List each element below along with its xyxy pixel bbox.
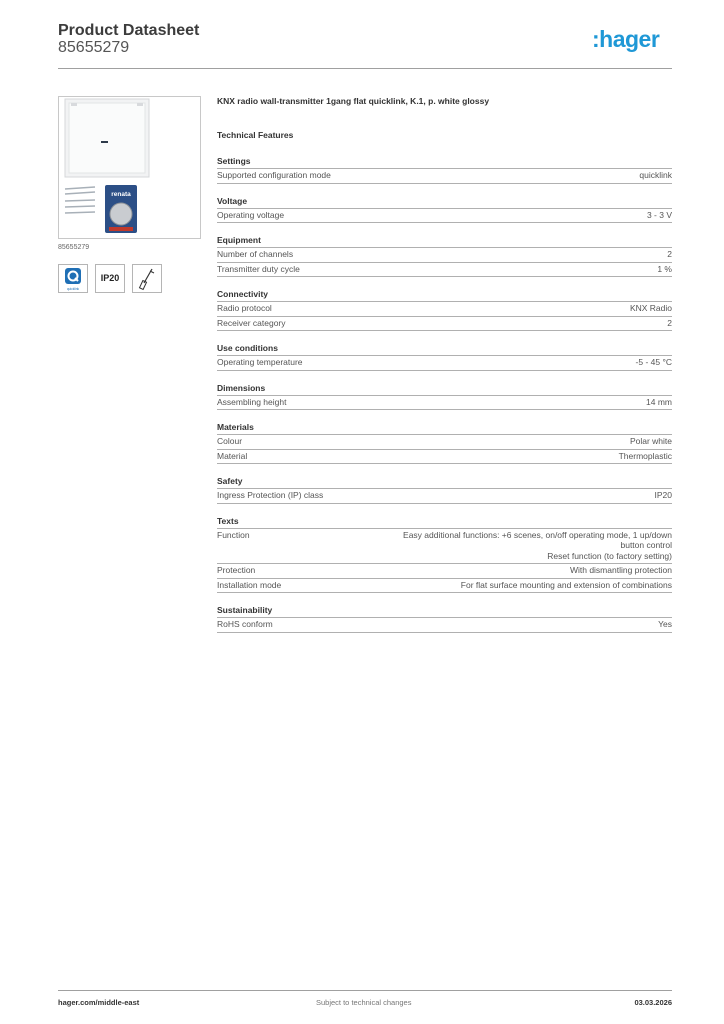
section-title: Materials	[217, 420, 672, 435]
spec-section	[217, 341, 672, 371]
spec-row	[217, 579, 672, 594]
spec-value-line: quicklink	[639, 170, 672, 180]
spec-label: Number of channels	[217, 249, 294, 259]
spec-value	[331, 170, 672, 181]
spec-row	[217, 263, 672, 278]
battery-label: renata	[111, 191, 131, 198]
spec-value	[250, 530, 672, 562]
spec-value-line: KNX Radio	[629, 303, 672, 313]
spec-row	[217, 396, 672, 411]
spec-row	[217, 302, 672, 317]
spec-value-line: IP20	[654, 490, 672, 500]
spec-value-line: With dismantling protection	[569, 565, 672, 575]
image-caption: 85655279	[58, 244, 90, 251]
spec-value	[255, 565, 672, 576]
ip20-icon	[95, 264, 125, 293]
spec-label: RoHS conform	[217, 619, 273, 629]
spec-sections	[217, 154, 672, 633]
spec-value-line: For flat surface mounting and extension of combinations	[460, 579, 672, 590]
ip20-label: IP20	[100, 273, 120, 283]
product-title: KNX radio wall-transmitter 1gang flat quicklink, K.1, p. white glossy	[217, 96, 490, 106]
spec-label: Operating voltage	[217, 209, 285, 220]
section-title: Settings	[217, 154, 672, 169]
hager-logo	[592, 27, 674, 58]
spec-label: Transmitter duty cycle	[217, 263, 300, 274]
spec-value-line: Reset function (to factory setting)	[547, 550, 672, 561]
product-image	[58, 96, 201, 239]
footer-divider	[58, 990, 672, 991]
spec-label: Installation mode	[217, 579, 282, 590]
spec-row	[217, 169, 672, 184]
spec-row	[217, 489, 672, 504]
spec-value-line: Yes	[658, 619, 672, 629]
spec-label: Receiver category	[217, 317, 286, 328]
spec-label: Ingress Protection (IP) class	[217, 490, 324, 500]
spec-value	[242, 436, 672, 447]
section-title: Use conditions	[217, 341, 672, 356]
spec-section	[217, 420, 672, 464]
spec-row	[217, 435, 672, 450]
spec-label: Protection	[217, 565, 256, 575]
spec-value	[286, 318, 672, 329]
spec-row	[217, 450, 672, 465]
spec-value	[273, 619, 672, 630]
spec-label: Operating temperature	[217, 357, 303, 367]
spec-value	[284, 210, 672, 221]
spec-section	[217, 287, 672, 331]
spec-section	[217, 381, 672, 411]
product-number: 85655279	[58, 39, 130, 56]
section-title: Dimensions	[217, 381, 672, 396]
spec-value	[300, 264, 672, 275]
spec-value	[286, 397, 672, 408]
section-title: Sustainability	[217, 603, 672, 618]
footer-date: 03.03.2026	[634, 998, 672, 1007]
section-title: Voltage	[217, 194, 672, 209]
spec-value	[281, 580, 672, 591]
section-title: Equipment	[217, 233, 672, 248]
spec-row	[217, 248, 672, 263]
spec-value-line: -5 - 45 °C	[635, 357, 672, 367]
footer-website[interactable]: hager.com/middle-east	[58, 998, 140, 1007]
footer-note: Subject to technical changes	[316, 998, 412, 1007]
spec-section	[217, 194, 672, 224]
spec-value	[323, 490, 672, 501]
spec-value-line: 1 %	[657, 263, 672, 274]
spec-section	[217, 603, 672, 633]
spec-label: Function	[217, 529, 250, 540]
spec-value	[303, 357, 672, 368]
section-title: Connectivity	[217, 287, 672, 302]
quicklink-icon-label: quicklink	[66, 287, 80, 291]
spec-row	[217, 356, 672, 371]
spec-value-line: button control	[620, 540, 672, 550]
spec-row	[217, 618, 672, 633]
spec-section	[217, 474, 672, 504]
logo-text: :hager	[592, 27, 660, 52]
spec-row	[217, 529, 672, 565]
spec-label: Material	[217, 450, 248, 461]
spec-value-line: 3 - 3 V	[646, 209, 672, 220]
spec-label: Colour	[217, 436, 243, 446]
spec-row	[217, 209, 672, 224]
screwdriver-icon	[132, 264, 162, 293]
spec-value-line: Polar white	[629, 436, 672, 446]
datasheet-content	[217, 94, 672, 643]
spec-value	[293, 249, 672, 260]
spec-value-line: Thermoplastic	[618, 450, 672, 461]
spec-value	[272, 303, 672, 314]
spec-section	[217, 154, 672, 184]
technical-features-heading: Technical Features	[217, 130, 294, 140]
header-divider	[58, 68, 672, 69]
page-title: Product Datasheet	[58, 22, 200, 39]
spec-value-line: Easy additional functions: +6 scenes, on/off operating mode, 1 up/down	[403, 529, 672, 540]
spec-value-line: 2	[667, 249, 672, 259]
quicklink-icon	[58, 264, 88, 293]
spec-row	[217, 564, 672, 579]
spec-label: Supported configuration mode	[217, 170, 331, 180]
spec-value	[247, 451, 672, 462]
spec-label: Radio protocol	[217, 303, 272, 313]
section-title: Texts	[217, 514, 672, 529]
spec-value-line: 14 mm	[646, 396, 672, 407]
spec-label: Assembling height	[217, 396, 287, 407]
spec-row	[217, 317, 672, 332]
section-title: Safety	[217, 474, 672, 489]
spec-value-line: 2	[667, 317, 672, 328]
spec-section	[217, 233, 672, 277]
spec-section	[217, 514, 672, 594]
